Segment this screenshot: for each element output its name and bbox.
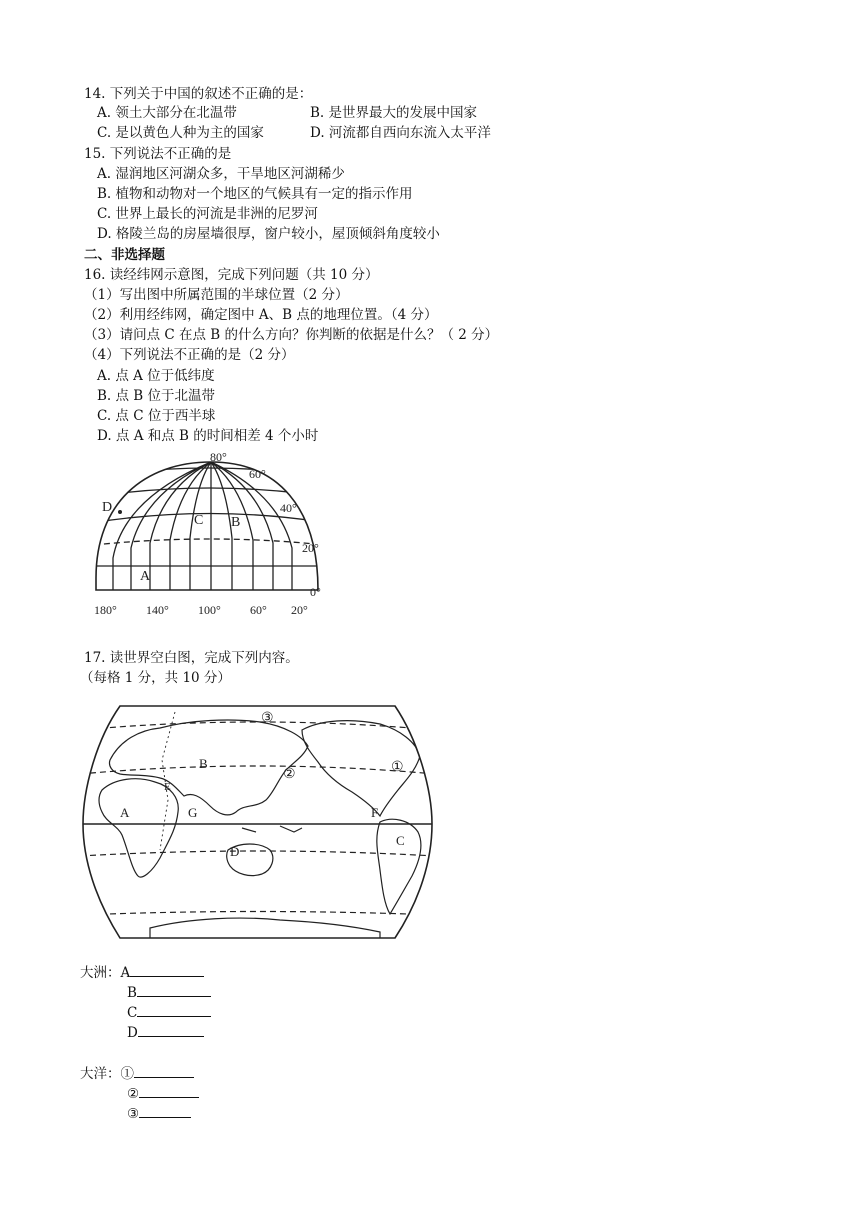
ocean-marker-1: ①: [120, 1066, 134, 1082]
q14-stem: 14. 下列关于中国的叙述不正确的是：: [84, 86, 313, 102]
continents-row-b: [127, 982, 211, 1002]
lat-label-20: 20°: [302, 541, 319, 555]
lon-label-100: 100°: [198, 603, 221, 617]
map-label-a: A: [120, 805, 130, 820]
q16-stem: 16. 读经纬网示意图，完成下列问题（共 10 分）: [84, 267, 379, 283]
q16-option-b: B. 点 B 位于北温带: [97, 388, 216, 404]
parallel-line: [84, 468, 334, 478]
lon-label-140: 140°: [146, 603, 169, 617]
q15-option-d: D. 格陵兰岛的房屋墙很厚，窗户较小，屋顶倾斜角度较小: [97, 226, 440, 242]
world-map-figure: [80, 700, 435, 945]
ocean-marker-2: ②: [127, 1086, 140, 1102]
ocean-answer-2[interactable]: [139, 1083, 199, 1098]
section-heading: 二、非选择题: [84, 247, 165, 263]
map-label-e: E: [164, 781, 171, 793]
map-label-ocean-3: ③: [261, 711, 274, 726]
continent-answer-c[interactable]: [137, 1002, 211, 1017]
q16-part-3: （3）请问点 C 在点 B 的什么方向？你判断的依据是什么？（ 2 分）: [84, 327, 499, 343]
lat-label-0: 0°: [310, 585, 321, 599]
q16-option-a: A. 点 A 位于低纬度: [97, 368, 215, 384]
tropic-line: [84, 539, 334, 546]
lat-label-40: 40°: [280, 501, 297, 515]
lat-label-60: 60°: [249, 467, 266, 481]
point-d-marker: [118, 510, 122, 514]
continent-answer-a[interactable]: [130, 962, 204, 977]
graticule-outline: [96, 462, 318, 590]
map-label-c: C: [396, 833, 405, 848]
parallel-line: [84, 488, 334, 498]
map-label-d: D: [230, 844, 240, 859]
lon-label-180: 180°: [94, 603, 117, 617]
oceans-row-1: [80, 1063, 194, 1083]
point-label-d: D: [102, 500, 113, 515]
map-label-ocean-1: ①: [391, 760, 404, 775]
lat-label-80: 80°: [210, 450, 227, 464]
meridian-line: [211, 462, 292, 590]
q16-option-d: D. 点 A 和点 B 的时间相差 4 个小时: [97, 428, 319, 444]
ocean-marker-3: ③: [127, 1106, 140, 1122]
q14-option-d: D. 河流都自西向东流入太平洋: [310, 125, 491, 141]
continent-answer-d[interactable]: [138, 1022, 204, 1037]
lon-label-60: 60°: [250, 603, 267, 617]
oceans-row-2: [127, 1083, 199, 1103]
ocean-answer-1[interactable]: [134, 1063, 194, 1078]
ocean-answer-3[interactable]: [139, 1103, 191, 1118]
q15-option-a: A. 湿润地区河湖众多，干旱地区河湖稀少: [97, 166, 345, 182]
q14-option-b: B. 是世界最大的发展中国家: [310, 105, 478, 121]
point-label-c: C: [194, 513, 204, 528]
q14-option-c: C. 是以黄色人种为主的国家: [97, 125, 264, 141]
q17-stem: 17. 读世界空白图，完成下列内容。: [84, 650, 299, 666]
continent-letter-a: A: [120, 965, 131, 981]
point-label-a: A: [140, 569, 151, 584]
continent-answer-b[interactable]: [137, 982, 211, 997]
continent-letter-b: B: [127, 985, 137, 1001]
parallel-line: [84, 514, 334, 525]
continents-row-d: [127, 1022, 204, 1042]
map-label-f: F: [371, 805, 379, 820]
lon-label-20: 20°: [291, 603, 308, 617]
q16-part-2: （2）利用经纬网，确定图中 A、B 点的地理位置。（4 分）: [84, 307, 438, 323]
graticule-figure: [84, 448, 334, 623]
q16-option-c: C. 点 C 位于西半球: [97, 408, 216, 424]
q17-score: （每格 1 分，共 10 分）: [80, 670, 231, 686]
map-label-ocean-2: ②: [283, 767, 296, 782]
oceans-label: 大洋：: [80, 1066, 121, 1082]
q15-option-b: B. 植物和动物对一个地区的气候具有一定的指示作用: [97, 186, 413, 202]
continents-row-c: [127, 1002, 211, 1022]
continent-letter-d: D: [127, 1025, 138, 1041]
point-label-b: B: [231, 515, 241, 530]
q15-stem: 15. 下列说法不正确的是: [84, 146, 232, 162]
q16-part-4: （4）下列说法不正确的是（2 分）: [84, 347, 295, 363]
q15-option-c: C. 世界上最长的河流是非洲的尼罗河: [97, 206, 318, 222]
oceans-row-3: [127, 1103, 191, 1123]
map-label-g: G: [188, 805, 198, 820]
q14-option-a: A. 领土大部分在北温带: [97, 105, 237, 121]
q16-part-1: （1）写出图中所属范围的半球位置（2 分）: [84, 287, 349, 303]
continents-row-a: [80, 962, 204, 982]
continent-letter-c: C: [127, 1005, 138, 1021]
map-label-b: B: [199, 756, 208, 771]
continents-label: 大洲：: [80, 965, 121, 981]
